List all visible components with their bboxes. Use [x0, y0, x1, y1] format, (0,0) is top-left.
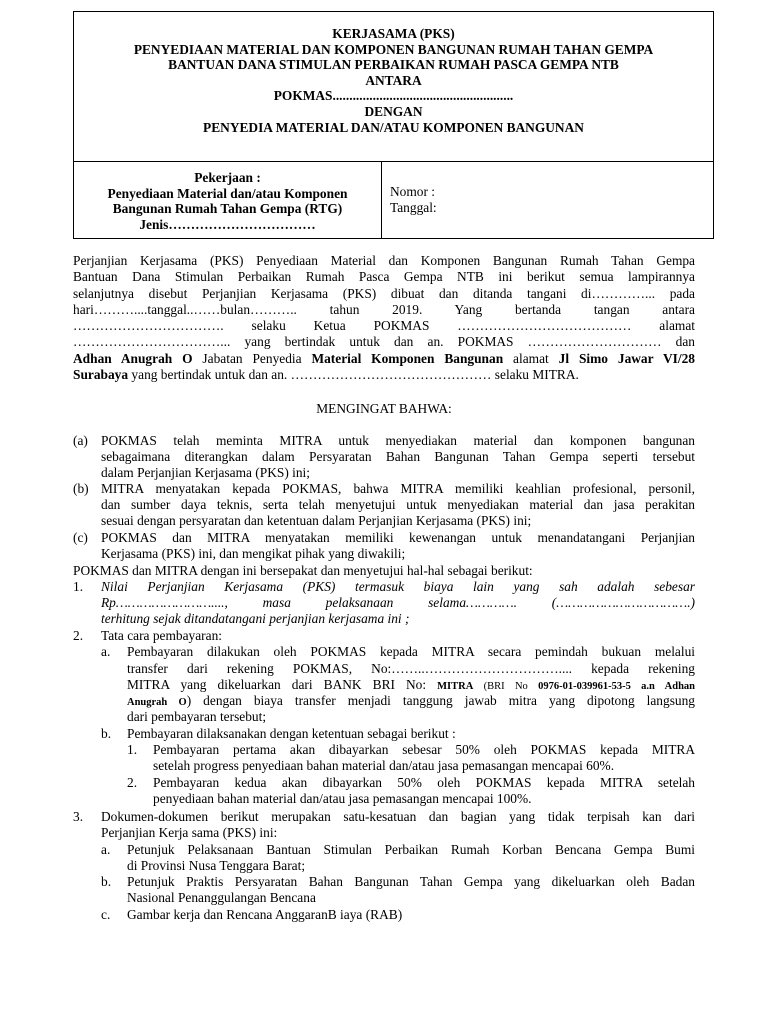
intro-text: alamat — [503, 350, 559, 366]
clause-number: 1. — [73, 578, 84, 594]
intro-line: selanjutnya disebut Perjanjian Kerjasama (PKS) dibuat dan ditanda tangani di…………... pada — [73, 285, 695, 301]
clause-line: penyediaan bahan material dan/atau jasa pemasangan mencapai 100%. — [153, 790, 532, 806]
clause-number: 2. — [73, 627, 84, 643]
item-line: POKMAS telah meminta MITRA untuk menyediakan material dan komponen bangunan — [101, 432, 695, 448]
pekerjaan-line: Bangunan Rumah Tahan Gempa (RTG) — [112, 201, 343, 217]
doc-title-line: PENYEDIA MATERIAL DAN/ATAU KOMPONEN BANGUNAN — [203, 119, 584, 135]
sub-marker: b. — [101, 873, 112, 889]
mitra-label: MITRA — [437, 680, 474, 692]
mitra-name: Adhan Anugrah O — [73, 350, 193, 366]
doc-title-line: BANTUAN DANA STIMULAN PERBAIKAN RUMAH PASCA GEMPA NTB — [168, 57, 619, 73]
document-body — [73, 253, 695, 924]
sub-marker: b. — [101, 725, 112, 741]
item-line: sesuai dengan persyaratan dan ketentuan dalam Perjanjian Kerjasama (PKS) ini; — [101, 512, 532, 528]
header-table — [73, 11, 714, 239]
intro-line — [73, 367, 695, 383]
clause-line: terhitung sejak ditandatangani perjanjian kerjasama ini ; — [101, 610, 410, 626]
document-title-block — [74, 12, 713, 162]
intro-line: Perjanjian Kerjasama (PKS) Penyediaan Material dan Komponen Bangunan Rumah Tahan Gempa — [73, 253, 695, 268]
mengingat-heading: MENGINGAT BAHWA: — [316, 401, 452, 417]
item-marker: (a) — [73, 432, 88, 448]
intro-line: ……………………………. selaku Ketua POKMAS ………………………………… alamat — [73, 318, 695, 334]
clause-line: Nilai Perjanjian Kerjasama (PKS) termasuk biaya lain yang sah adalah sebesar — [101, 578, 695, 594]
item-c — [73, 530, 695, 563]
pekerjaan-cell — [74, 162, 381, 239]
intro-line: ……………………………... yang bertindak untuk dan an. POKMAS ………………………… dan — [73, 334, 695, 350]
clause-line: Pembayaran dilakukan oleh POKMAS kepada MITRA secara pemindah bukuan melalui — [127, 643, 695, 659]
clause-line: Pembayaran kedua akan dibayarkan 50% oleh POKMAS kepada MITRA setelah — [153, 774, 695, 790]
intro-line: Bantuan Dana Stimulan Perbaikan Rumah Pasca Gempa NTB ini berikut semua lampirannya — [73, 269, 695, 285]
nomor-label: Nomor : — [390, 184, 436, 199]
item-line: MITRA menyatakan kepada POKMAS, bahwa MITRA memiliki keahlian profesional, personil, — [101, 480, 695, 496]
clause-line: Pembayaran pertama akan dibayarkan sebesar 50% oleh POKMAS kepada MITRA — [153, 741, 695, 757]
sub-marker: a. — [101, 841, 111, 857]
intro-text: yang bertindak untuk dan an. ……………………………………… selaku MITRA. — [128, 367, 579, 383]
mitra-city: Surabaya — [73, 367, 129, 383]
sub-sub-marker: 2. — [127, 774, 138, 790]
clause-line: di Provinsi Nusa Tenggara Barat; — [127, 857, 306, 873]
clause-line: Rp……………………...., masa pelaksanaan selama…………. (…………………………….) — [101, 594, 695, 610]
doc-title: KERJASAMA (PKS) — [332, 26, 455, 41]
doc-title-line: PENYEDIAAN MATERIAL DAN KOMPONEN BANGUNAN RUMAH TAHAN GEMPA — [133, 41, 654, 57]
clause-text: ) dengan biaya transfer menjadi tanggung jawab mitra yang dipotong langsung — [186, 692, 695, 708]
item-line: dan sumber daya teknis, serta telah menyetujui untuk menyediakan material dan jasa perakitan — [101, 496, 695, 512]
item-b — [73, 481, 695, 530]
clause-number: 3. — [73, 808, 84, 824]
clause-2 — [73, 628, 695, 809]
table-divider — [381, 162, 382, 239]
intro-line: hari………....tanggal..……bulan……….. tahun 2019. Yang bertanda tangan antara — [73, 301, 695, 317]
clause-line: Gambar kerja dan Rencana AnggaranB iaya (RAB) — [127, 906, 403, 922]
account-number: 0976-01-039961-53-5 a.n Adhan — [538, 680, 695, 692]
clause-title: Tata cara pembayaran: — [101, 627, 222, 643]
item-line: dalam Perjanjian Kerjasama (PKS) ini; — [101, 464, 310, 480]
item-line: sebagaimana diterangkan dalam Persyaratan Bahan Bangunan Tahan Gempa seperti tersebut — [101, 448, 695, 464]
clause-line: Nasional Penanggulangan Bencana — [127, 889, 316, 905]
clause-text: MITRA yang dikeluarkan dari BANK BRI No: — [127, 676, 438, 692]
clause-line: setelah progress penyediaan bahan material dan/atau jasa pemasangan mencapai 60%. — [153, 757, 615, 773]
clause-line: transfer dari rekening POKMAS, No:……..………………………….... kepada rekening — [127, 660, 695, 676]
nomor-cell — [390, 184, 437, 216]
clause-3 — [73, 809, 695, 924]
clause-line: Perjanjian Kerja sama (PKS) ini: — [101, 824, 278, 840]
clause-line: Petunjuk Praktis Persyaratan Bahan Bangunan Tahan Gempa yang dikeluarkan oleh Badan — [127, 873, 695, 889]
clause-line: Dokumen-dokumen berikut merupakan satu-kesatuan dan bagian yang tidak terpisah kan dari — [101, 808, 695, 824]
intro-line — [73, 351, 695, 367]
doc-title-line: ANTARA — [365, 72, 422, 88]
item-marker: (b) — [73, 480, 89, 496]
pekerjaan-jenis: Jenis…………………………… — [139, 216, 316, 232]
clause-text: (BRI No — [473, 680, 539, 692]
sub-sub-marker: 1. — [127, 741, 138, 757]
clause-line: Pembayaran dilaksanakan dengan ketentuan sebagai berikut : — [127, 725, 456, 741]
intro-text: Jabatan Penyedia — [192, 350, 312, 366]
item-a — [73, 433, 695, 481]
doc-title-line: DENGAN — [364, 103, 423, 119]
tanggal-label: Tanggal: — [390, 200, 437, 215]
clause-line: Petunjuk Pelaksanaan Bantuan Stimulan Perbaikan Rumah Korban Bencana Gempa Bumi — [127, 841, 695, 857]
mitra-address: Jl Simo Jawar VI/28 — [558, 350, 695, 366]
sub-marker: c. — [101, 906, 111, 922]
item-line: Kerjasama (PKS) ini, dan mengikat pihak yang diwakili; — [101, 545, 406, 561]
clause-line: dari pembayaran tersebut; — [127, 708, 267, 724]
agreement-line: POKMAS dan MITRA dengan ini bersepakat dan menyetujui hal-hal sebagai berikut: — [73, 562, 533, 578]
clause-1 — [73, 579, 695, 628]
pekerjaan-line: Penyediaan Material dan/atau Komponen — [107, 185, 348, 201]
pekerjaan-label: Pekerjaan : — [194, 170, 261, 185]
doc-title-line: POKMAS...................................................... — [273, 88, 514, 104]
item-marker: (c) — [73, 529, 88, 545]
sub-marker: a. — [101, 643, 111, 659]
mitra-role: Material Komponen Bangunan — [311, 350, 504, 366]
item-line: POKMAS dan MITRA menyatakan memiliki kewenangan untuk menandatangani Perjanjian — [101, 529, 695, 545]
account-holder: Anugrah O — [127, 696, 187, 708]
